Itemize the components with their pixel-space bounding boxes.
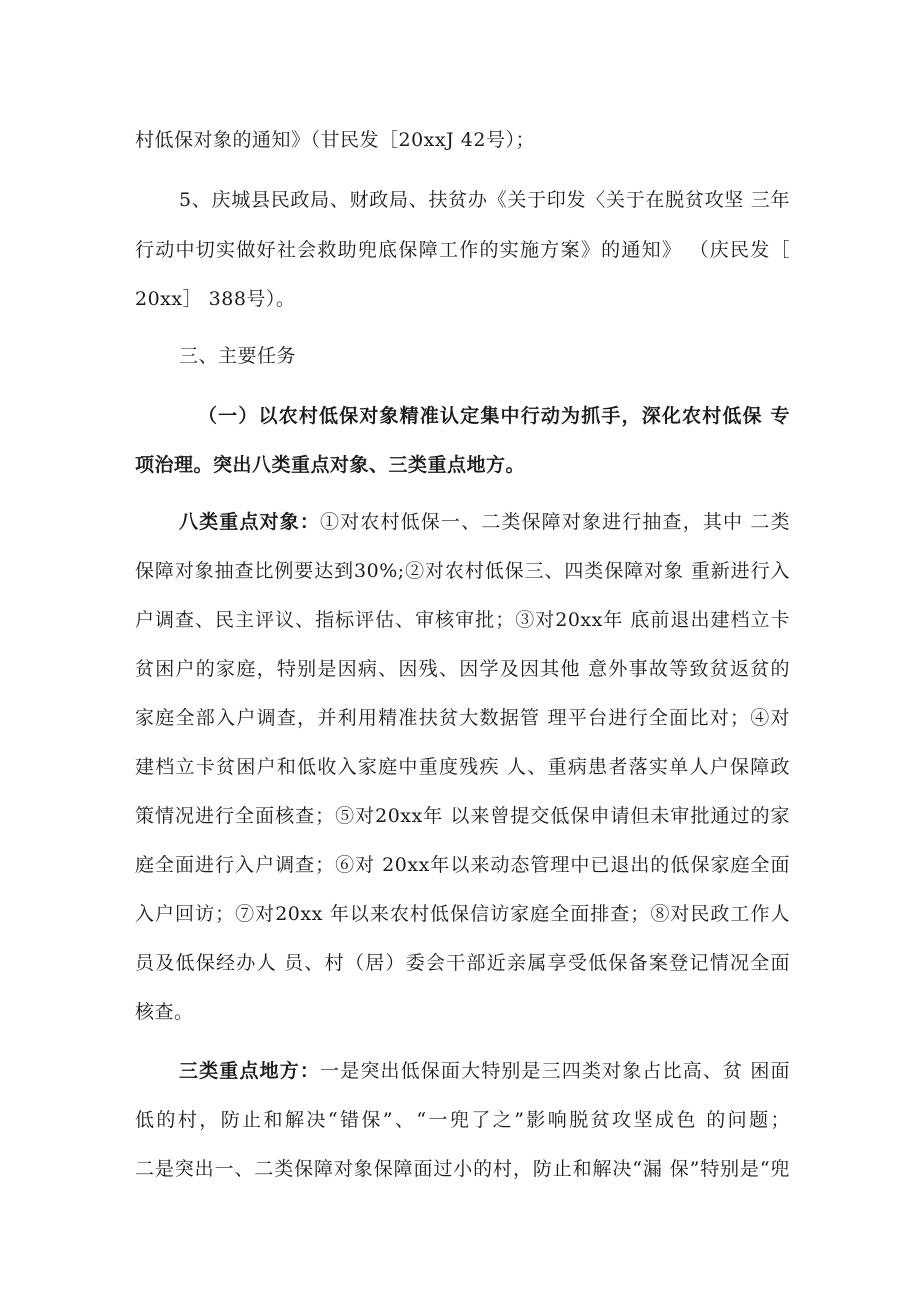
paragraph-line: 村低保对象的通知》（甘民发［20xxJ 42号）； (135, 129, 535, 151)
subsection-heading: 项治理。突出八类重点对象、三类重点地方。 (135, 454, 526, 476)
paragraph-text: 一是突出低保面大特别是三四类对象占比高、贫 困面 (320, 1060, 790, 1082)
subsection-heading: （一）以农村低保对象精准认定集中行动为抓手，深化农村低保 专 (198, 405, 790, 427)
paragraph-lead: 八类重点对象： (179, 511, 321, 533)
paragraph-lead: 三类重点地方： (179, 1060, 321, 1082)
paragraph-line: 策情况进行全面核查；⑤对20xx年 以来曾提交低保申请但未审批通过的家 (135, 805, 790, 827)
paragraph-line: 核查。 (135, 1001, 194, 1023)
paragraph-line: 保障对象抽查比例要达到30%;②对农村低保三、四类保障对象 重新进行入 (135, 560, 790, 582)
paragraph-line (179, 1059, 790, 1083)
paragraph-line: 5、庆城县民政局、财政局、扶贫办《关于印发〈关于在脱贫攻坚 三年 (179, 189, 790, 211)
paragraph-line: 二是突出一、二类保障对象保障面过小的村，防止和解决“漏 保”特别是“兜 (135, 1158, 790, 1180)
paragraph-line: 20xx］ 388号）。 (135, 288, 296, 310)
paragraph-line: 建档立卡贫困户和低收入家庭中重度残疾 人、重病患者落实单人户保障政 (135, 756, 790, 778)
paragraph-line: 家庭全部入户调查，并利用精准扶贫大数据管 理平台进行全面比对；④对 (135, 707, 790, 729)
paragraph-line (179, 510, 790, 534)
paragraph-line: 户调查、民主评议、指标评估、审核审批；③对20xx年 底前退出建档立卡 (135, 609, 790, 631)
paragraph-line: 员及低保经办人 员、村（居）委会干部近亲属享受低保备案登记情况全面 (135, 952, 790, 974)
paragraph-line: 入户回访；⑦对20xx 年以来农村低保信访家庭全面排查；⑧对民政工作人 (135, 903, 790, 925)
section-heading: 三、主要任务 (179, 345, 297, 367)
paragraph-line: 低的村，防止和解决“错保”、“一兜了之”影响脱贫攻坚成色 的问题； (135, 1109, 790, 1131)
paragraph-line: 庭全面进行入户调查；⑥对 20xx年以来动态管理中已退出的低保家庭全面 (135, 854, 790, 876)
paragraph-line: 贫困户的家庭，特别是因病、因残、因学及因其他 意外事故等致贫返贫的 (135, 658, 790, 680)
paragraph-line: 行动中切实做好社会救助兜底保障工作的实施方案》的通知》 （庆民发［ (135, 239, 790, 261)
paragraph-text: ①对农村低保一、二类保障对象进行抽查，其中 二类 (320, 511, 790, 533)
